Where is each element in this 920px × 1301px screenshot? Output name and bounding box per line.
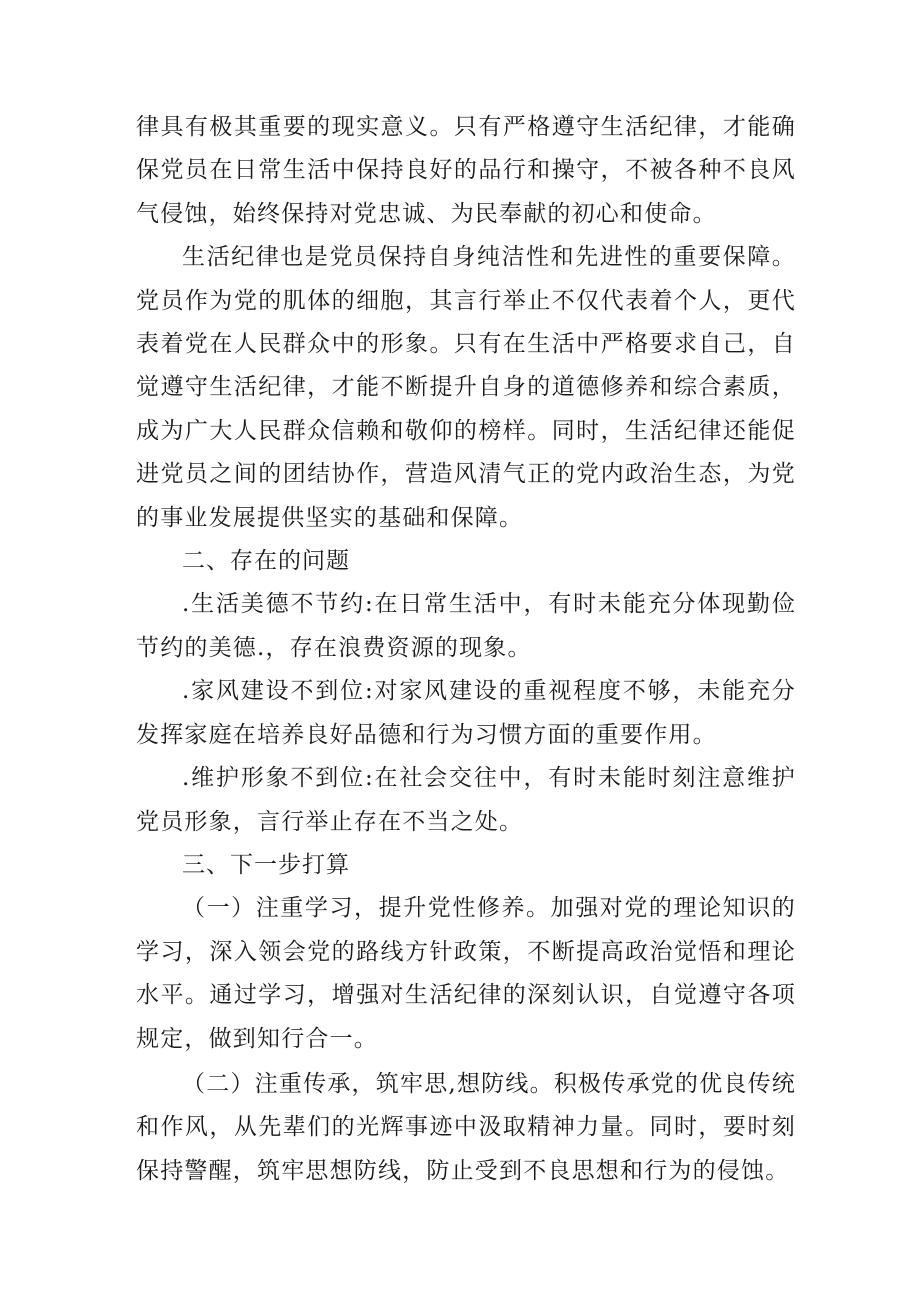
document-body — [136, 106, 796, 1193]
section-heading-next-steps: 三、下一步打算 — [182, 851, 350, 878]
section-heading-problems: 二、存在的问题 — [182, 548, 350, 575]
paragraph-discipline-guarantee: 生活纪律也是党员保持自身纯洁性和先进性的重要保障。党员作为党的肌体的细胞，其言行举止不仅代表着个人，更代表着党在人民群众中的形象。只有在生活中严格要求自己，自觉遵守生活纪律，才能不断提升自身的道德修养和综合素质，成为广大人民群众信赖和敬仰的榜样。同时，生活纪律还能促进党员之间的团结协作，营造风清气正的党内政治生态，为党的事业发展提供坚实的基础和保障。 — [136, 244, 796, 531]
issue-item-frugality: .生活美德不节约:在日常生活中，有时未能充分体现勤俭节约的美德.，存在浪费资源的现象。 — [136, 591, 796, 661]
paragraph-continuation: 律具有极其重要的现实意义。只有严格遵守生活纪律，才能确保党员在日常生活中保持良好的品行和操守，不被各种不良风气侵蚀，始终保持对党忠诚、为民奉献的初心和使命。 — [136, 114, 796, 227]
plan-item-inheritance: （二）注重传承，筑牢思,想防线。积极传承党的优良传统和作风，从先辈们的光辉事迹中汲取精神力量。同时，要时刻保持警醒，筑牢思想防线，防止受到不良思想和行为的侵蚀。 — [136, 1070, 796, 1184]
issue-item-image: .维护形象不到位:在社会交往中，有时未能时刻注意维护党员形象，言行举止存在不当之处。 — [136, 765, 796, 835]
plan-item-study: （一）注重学习，提升党性修养。加强对党的理论知识的学习，深入领会党的路线方针政策，不断提高政治觉悟和理论水平。通过学习，增强对生活纪律的深刻认识，自觉遵守各项规定，做到知行合一。 — [136, 895, 796, 1052]
issue-item-family-style: .家风建设不到位:对家风建设的重视程度不够，未能充分发挥家庭在培养良好品德和行为习惯方面的重要作用。 — [136, 678, 796, 748]
